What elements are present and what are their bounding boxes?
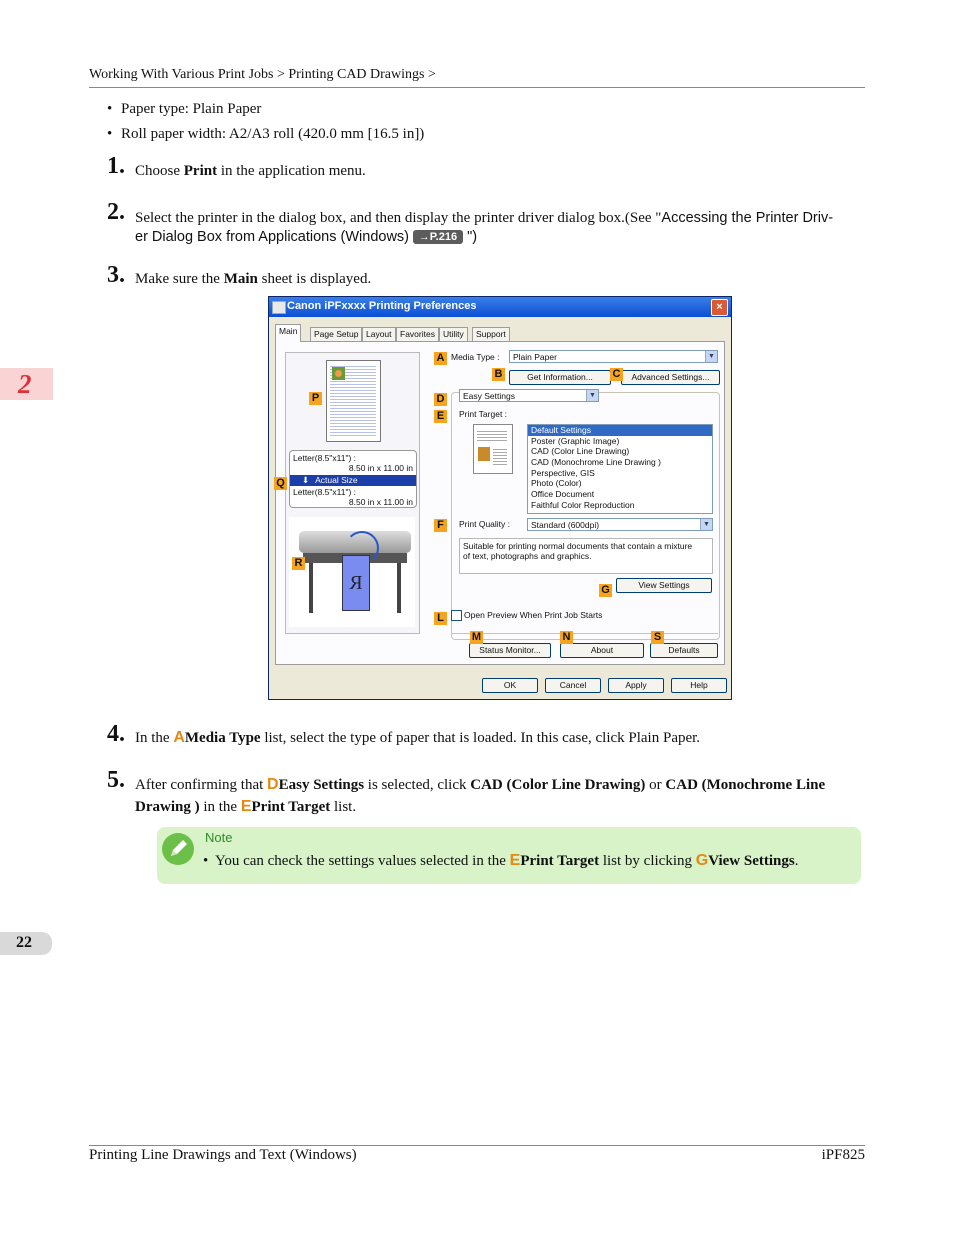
view-settings-button[interactable]: View Settings xyxy=(616,578,712,593)
target-thumbnail xyxy=(473,424,513,474)
step-text: Select the printer in the dialog box, and then display the printer driver dialog box.(See "Accessing the Printer Driv- er Dialog Box from Applications (Windows) →P.216 ") xyxy=(135,210,834,245)
open-preview-label: Open Preview When Print Job Starts xyxy=(464,610,603,620)
footer-model: iPF825 xyxy=(821,1147,865,1163)
dialog-title: Canon iPFxxxx Printing Preferences xyxy=(287,300,477,312)
step-number: 5. xyxy=(107,767,125,793)
callout-label-p: P xyxy=(309,392,322,405)
callout-label-f: F xyxy=(434,519,447,532)
media-type-select[interactable]: Plain Paper ▼ xyxy=(509,350,718,363)
open-preview-checkbox[interactable] xyxy=(451,610,462,621)
callout-label-q: Q xyxy=(274,477,287,490)
bullet-text: Roll paper width: A2/A3 roll (420.0 mm [16.5 in]) xyxy=(121,126,425,142)
dialog-title-bar xyxy=(269,297,731,317)
step-text: Make sure the Main sheet is displayed. xyxy=(135,271,372,287)
status-monitor-button[interactable]: Status Monitor... xyxy=(469,643,551,658)
callout-label-r: R xyxy=(292,557,305,570)
tab-main[interactable]: Main xyxy=(275,324,301,342)
about-button[interactable]: About xyxy=(560,643,644,658)
media-type-label: Media Type : xyxy=(451,352,500,362)
print-target-label: Print Target : xyxy=(459,409,508,419)
note-text: • You can check the settings values selected in the EPrint Target list by clicking GView Settings. xyxy=(203,852,799,869)
list-item[interactable]: Poster (Graphic Image) xyxy=(531,435,620,446)
tab-support[interactable]: Support xyxy=(472,327,510,341)
breadcrumb: Working With Various Print Jobs > Printing CAD Drawings > xyxy=(89,67,436,82)
step-number: 3. xyxy=(107,262,125,288)
list-item[interactable]: CAD (Monochrome Line Drawing ) xyxy=(531,457,661,468)
tab-utility[interactable]: Utility xyxy=(439,327,468,341)
footer-title: Printing Line Drawings and Text (Windows) xyxy=(89,1147,357,1163)
callout-label-c: C xyxy=(610,368,623,381)
page-reference-link[interactable]: →P.216 xyxy=(413,230,463,244)
step-number: 2. xyxy=(107,199,125,225)
callout-label-n: N xyxy=(560,631,573,644)
cancel-button[interactable]: Cancel xyxy=(545,678,601,693)
header-rule xyxy=(89,87,865,88)
page-preview xyxy=(326,360,381,442)
tab-layout[interactable]: Layout xyxy=(362,327,396,341)
callout-label-a: A xyxy=(434,352,447,365)
tab-favorites[interactable]: Favorites xyxy=(396,327,439,341)
defaults-button[interactable]: Defaults xyxy=(650,643,718,658)
callout-label-g: G xyxy=(599,584,612,597)
list-item[interactable]: Default Settings xyxy=(528,425,712,436)
close-icon[interactable]: × xyxy=(711,299,728,316)
step-text: In the AMedia Type list, select the type of paper that is loaded. In this case, click Plain Paper. xyxy=(135,729,701,746)
preview-area xyxy=(285,352,420,634)
list-item: • Roll paper width: A2/A3 roll (420.0 mm [16.5 in]) xyxy=(107,126,425,142)
get-information-button[interactable]: Get Information... xyxy=(509,370,611,385)
chevron-down-icon: ▼ xyxy=(705,351,717,362)
description-box: Suitable for printing normal documents that contain a mixture of text, photographs and graphics. xyxy=(459,538,713,574)
callout-label-l: L xyxy=(434,612,447,625)
chapter-tab: 2 xyxy=(0,368,53,400)
note-box xyxy=(157,827,861,884)
list-item: • Paper type: Plain Paper xyxy=(107,101,262,117)
callout-label-e: E xyxy=(434,410,447,423)
printer-illustration: R xyxy=(289,517,415,627)
printing-preferences-dialog xyxy=(268,296,732,700)
print-quality-select[interactable]: Standard (600dpi) ▼ xyxy=(527,518,713,531)
page-number: 22 xyxy=(0,932,52,955)
step-number: 1. xyxy=(107,153,125,179)
step-number: 4. xyxy=(107,721,125,747)
list-item[interactable]: Office Document xyxy=(531,489,595,500)
paper-size-info: Letter(8.5"x11") : 8.50 in x 11.00 in ⬇ Actual Size Letter(8.5"x11") : 8.50 in x 11.00 in xyxy=(289,450,417,508)
divider xyxy=(451,633,718,634)
chevron-down-icon: ▼ xyxy=(586,390,598,401)
chevron-down-icon: ▼ xyxy=(700,519,712,530)
bullet-text: Paper type: Plain Paper xyxy=(121,101,262,117)
apply-button[interactable]: Apply xyxy=(608,678,664,693)
callout-label-b: B xyxy=(492,368,505,381)
callout-label-d: D xyxy=(434,393,447,406)
step-text: Choose Print in the application menu. xyxy=(135,163,366,179)
callout-label-m: M xyxy=(471,631,482,643)
footer-rule xyxy=(89,1145,865,1146)
list-item[interactable]: CAD (Color Line Drawing) xyxy=(531,446,630,457)
main-sheet-panel xyxy=(275,341,725,665)
print-quality-label: Print Quality : xyxy=(459,519,511,529)
ok-button[interactable]: OK xyxy=(482,678,538,693)
callout-label-s: S xyxy=(651,631,664,644)
list-item[interactable]: Perspective, GIS xyxy=(531,467,595,478)
list-item[interactable]: Faithful Color Reproduction xyxy=(531,499,635,510)
tab-page-setup[interactable]: Page Setup xyxy=(310,327,362,341)
advanced-settings-button[interactable]: Advanced Settings... xyxy=(621,370,720,385)
list-item[interactable]: Photo (Color) xyxy=(531,478,582,489)
step-text: After confirming that DEasy Settings is selected, click CAD (Color Line Drawing) or CAD (Monochrome Line Drawing ) in the EPrint Target list. xyxy=(135,776,826,815)
note-title: Note xyxy=(205,830,233,845)
help-button[interactable]: Help xyxy=(671,678,727,693)
easy-settings-select[interactable]: Easy Settings ▼ xyxy=(459,389,599,402)
pencil-icon xyxy=(162,833,194,865)
print-target-list[interactable] xyxy=(527,424,713,514)
printer-icon xyxy=(272,301,286,314)
